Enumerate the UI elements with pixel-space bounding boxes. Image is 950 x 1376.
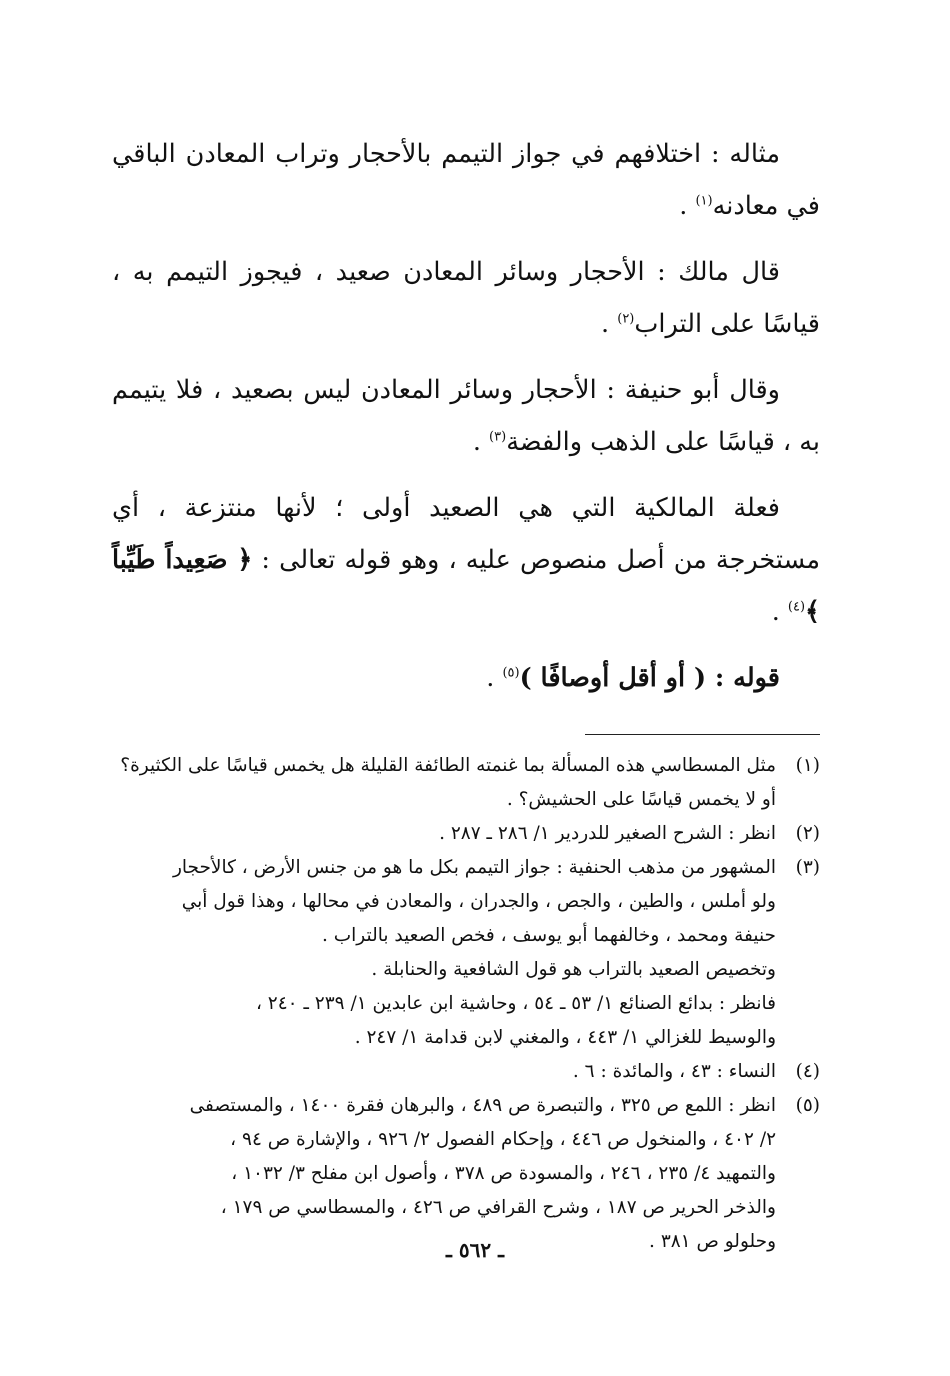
footnote-line: المشهور من مذهب الحنفية : جواز التيمم بكل ما هو من جنس الأرض ، كالأحجار bbox=[172, 857, 776, 878]
paragraph-maliki-reason: فعلة المالكية التي هي الصعيد أولى ؛ لأنها منتزعة ، أي مستخرجة من أصل منصوص عليه ، وهو قوله تعالى : ﴿ صَعِيداً طَيِّباً ﴾$^{(٤)}$ . bbox=[112, 493, 820, 627]
footnote-ref[interactable]: (٣) bbox=[489, 429, 507, 445]
footnote-line: انظر : اللمع ص ٣٢٥ ، والتبصرة ص ٤٨٩ ، والبرهان فقرة ١٤٠٠ ، والمستصفى bbox=[189, 1095, 776, 1116]
footnote-line: حنيفة ومحمد ، وخالفهما أبو يوسف ، فخص الصعيد بالتراب . bbox=[321, 925, 776, 946]
footnote-5 bbox=[112, 1089, 820, 1259]
paragraph-heading: قوله : ( أو أقل أوصافًا )$^{(٥)}$ . bbox=[112, 652, 820, 704]
footnote-line: مثل المسطاسي هذه المسألة بما غنمته الطائفة القليلة هل يخمس قياسًا على الكثيرة؟ bbox=[120, 755, 776, 776]
footnote-line: والذخر الحرير ص ١٨٧ ، وشرح القرافي ص ٤٢٦ ، والمسطاسي ص ١٧٩ ، bbox=[220, 1197, 776, 1218]
footnote-line: فانظر : بدائع الصنائع ١/ ٥٣ ـ ٥٤ ، وحاشية ابن عابدين ١/ ٢٣٩ ـ ٢٤٠ ، bbox=[255, 993, 776, 1014]
paragraph-text: وقال أبو حنيفة : الأحجار وسائر المعادن ليس بصعيد ، فلا يتيمم به ، قياسًا على الذهب والفضة bbox=[112, 375, 820, 457]
paragraph-text: فعلة المالكية التي هي الصعيد أولى ؛ لأنها منتزعة ، أي مستخرجة من أصل منصوص عليه ، وهو قوله تعالى : bbox=[112, 493, 820, 575]
section-heading: قوله : ( أو أقل أوصافًا ) bbox=[519, 663, 780, 693]
footnote-divider bbox=[585, 734, 820, 735]
footnote-line: وتخصيص الصعيد بالتراب هو قول الشافعية والحنابلة . bbox=[371, 959, 776, 980]
paragraph-example: مثاله : اختلافهم في جواز التيمم بالأحجار وتراب المعادن الباقي في معادنه$^{(١)}$ . bbox=[112, 139, 820, 221]
page-body bbox=[112, 128, 820, 1259]
footnote-ref[interactable]: (١) bbox=[695, 193, 713, 209]
footnote-line: والتمهيد ٤/ ٢٣٥ ، ٢٤٦ ، والمسودة ص ٣٧٨ ، وأصول ابن مفلح ٣/ ١٠٣٢ ، bbox=[231, 1163, 776, 1184]
footnote-number: (٥) bbox=[795, 1095, 820, 1116]
footnote-line: ٢/ ٤٠٢ ، والمنخول ص ٤٤٦ ، وإحكام الفصول ٢/ ٩٢٦ ، والإشارة ص ٩٤ ، bbox=[230, 1129, 776, 1150]
paragraph-text: قال مالك : الأحجار وسائر المعادن صعيد ، فيجوز التيمم به ، قياسًا على التراب bbox=[112, 257, 820, 339]
footnote-number: (٤) bbox=[795, 1061, 820, 1082]
footnote-ref[interactable]: (٥) bbox=[502, 665, 520, 681]
page-number: ـ ٥٦٢ ـ bbox=[446, 1238, 504, 1262]
paragraph-malik: قال مالك : الأحجار وسائر المعادن صعيد ، فيجوز التيمم به ، قياسًا على التراب$^{(٢)}$ . bbox=[112, 257, 820, 339]
footnote-line: ولو أملس ، والطين ، والجص ، والجدران ، والمعادن في محالها ، وهذا قول أبي bbox=[181, 891, 776, 912]
footnote-number: (٢) bbox=[795, 823, 820, 844]
footnotes bbox=[112, 749, 820, 1259]
quran-quote: ﴿ صَعِيداً طَيِّباً ﴾ bbox=[112, 545, 820, 627]
footnote-ref[interactable]: (٢) bbox=[617, 311, 635, 327]
footnote-ref[interactable]: (٤) bbox=[787, 599, 806, 615]
footnote-4 bbox=[112, 1055, 820, 1089]
footnote-line: أو لا يخمس قياسًا على الحشيش؟ . bbox=[506, 789, 776, 810]
footnote-number: (٣) bbox=[795, 857, 820, 878]
footnote-number: (١) bbox=[795, 755, 820, 776]
footnote-1 bbox=[112, 749, 820, 817]
footnote-3 bbox=[112, 851, 820, 1055]
footnote-line: وحلولو ص ٣٨١ . bbox=[649, 1231, 776, 1252]
paragraph-text: مثاله : اختلافهم في جواز التيمم بالأحجار وتراب المعادن الباقي في معادنه bbox=[112, 139, 820, 221]
footnote-line: انظر : الشرح الصغير للدردير ١/ ٢٨٦ ـ ٢٨٧ . bbox=[439, 823, 776, 844]
footnote-line: النساء : ٤٣ ، والمائدة : ٦ . bbox=[572, 1061, 776, 1082]
footnote-2 bbox=[112, 817, 820, 851]
footnote-line: والوسيط للغزالي ١/ ٤٤٣ ، والمغني لابن قدامة ١/ ٢٤٧ . bbox=[354, 1027, 776, 1048]
paragraph-abu-hanifa: وقال أبو حنيفة : الأحجار وسائر المعادن ليس بصعيد ، فلا يتيمم به ، قياسًا على الذهب والفضة$^{(٣)}$ . bbox=[112, 375, 820, 457]
